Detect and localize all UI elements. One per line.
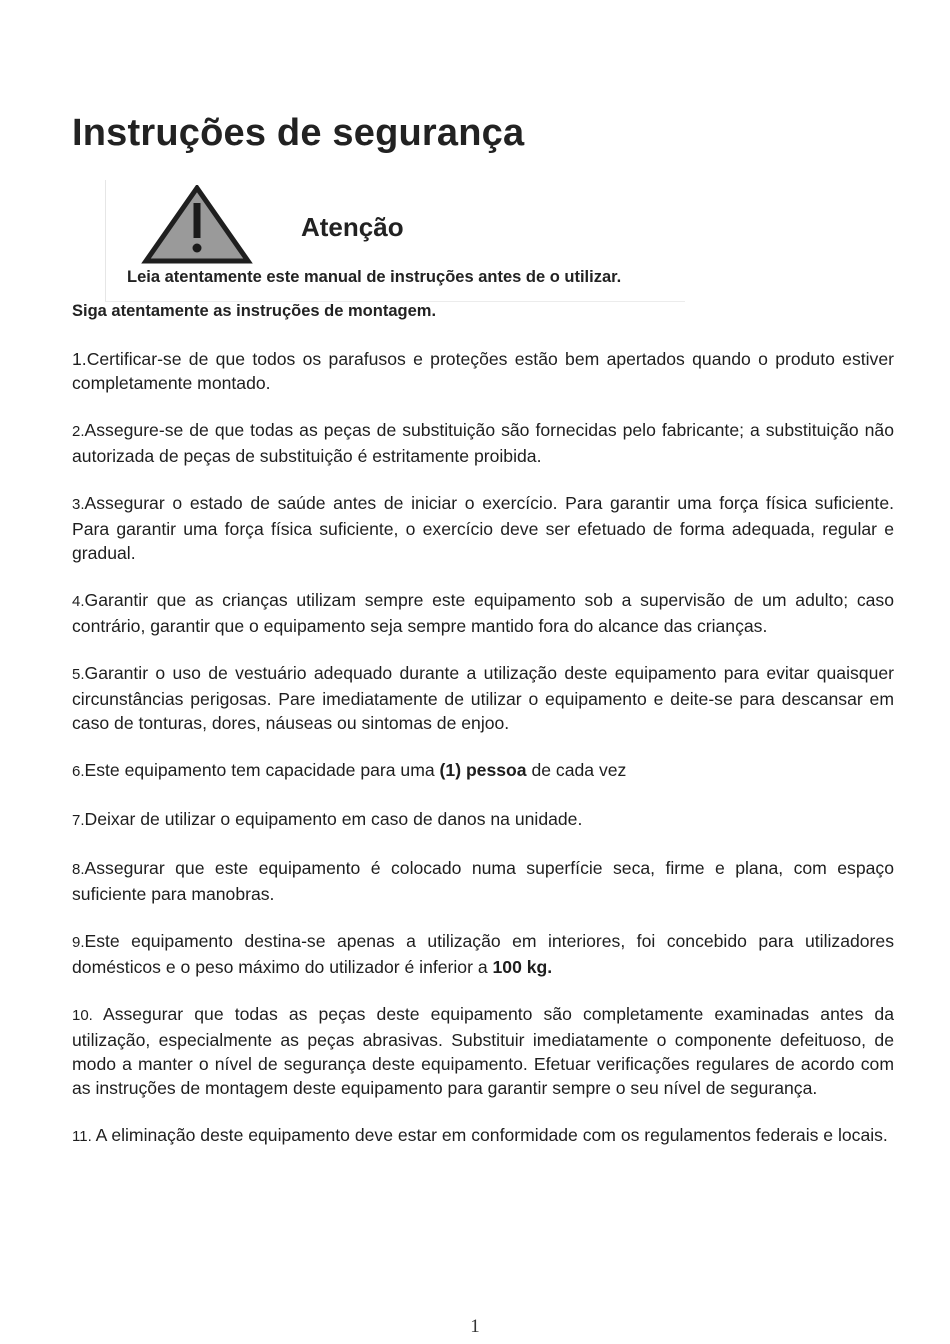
item-text: Este equipamento destina-se apenas a utilização em interiores, foi concebido para utilizadores domésticos e o peso máximo do utilizador é inferior a <box>72 931 894 977</box>
capacity-emphasis: (1) pessoa <box>439 760 527 780</box>
list-item <box>72 1123 894 1149</box>
page-number: 1 <box>470 1316 480 1337</box>
item-number: 10. <box>72 1007 93 1024</box>
read-manual-notice: Leia atentamente este manual de instruções antes de o utilizar. <box>127 268 622 286</box>
item-text: Este equipamento tem capacidade para uma <box>84 760 440 780</box>
assembly-instructions-note: Siga atentamente as instruções de montagem. <box>72 302 437 320</box>
list-item <box>72 1002 894 1100</box>
item-number: 8. <box>72 861 85 878</box>
list-item <box>72 929 894 979</box>
warning-triangle-icon <box>135 185 255 265</box>
item-text: Garantir o uso de vestuário adequado durante a utilização deste equipamento para evitar quaisquer circunstâncias perigosas. Pare imediatamente de utilizar o equipamento e deite-se para descansar em caso de tonturas, dores, náuseas ou sintomas de enjoo. <box>72 663 894 733</box>
max-weight-emphasis: 100 kg. <box>492 957 553 977</box>
item-number: 2. <box>72 423 85 440</box>
item-text: Certificar-se de que todos os parafusos e proteções estão bem apertados quando o produto estiver completamente montado. <box>72 349 894 393</box>
item-number: 11. <box>72 1128 92 1145</box>
item-number: 1. <box>72 349 87 369</box>
list-item <box>72 807 894 833</box>
item-number: 3. <box>72 496 85 513</box>
list-item <box>72 491 894 565</box>
list-item <box>72 856 894 906</box>
list-item <box>72 661 894 735</box>
item-number: 4. <box>72 593 85 610</box>
item-text: de cada vez <box>526 760 627 780</box>
item-number: 9. <box>72 934 85 951</box>
item-text: Assegurar que todas as peças deste equipamento são completamente examinadas antes da utilização, especialmente as peças abrasivas. Substituir imediatamente o componente defeituoso, de modo a manter o nível de segurança deste equipamento. Efetuar verificações regulares de acordo com as instruções de montagem deste equipamento para garantir sempre o seu nível de segurança. <box>72 1004 894 1098</box>
list-item <box>72 418 894 468</box>
item-text: Assegurar o estado de saúde antes de iniciar o exercício. Para garantir uma força física suficiente. Para garantir uma força física suficiente, o exercício deve ser efetuado de forma adequada, regular e gradual. <box>72 493 894 563</box>
item-text: Assegure-se de que todas as peças de substituição são fornecidas pelo fabricante; a substituição não autorizada de peças de substituição é estritamente proibida. <box>72 420 894 466</box>
warning-box <box>105 180 685 302</box>
item-text: Garantir que as crianças utilizam sempre este equipamento sob a supervisão de um adulto; caso contrário, garantir que o equipamento seja sempre mantido fora do alcance das crianças. <box>72 590 894 636</box>
item-text: Deixar de utilizar o equipamento em caso de danos na unidade. <box>84 809 583 829</box>
item-number: 5. <box>72 666 85 683</box>
item-number: 6. <box>72 763 85 780</box>
page-title: Instruções de segurança <box>72 112 525 154</box>
item-text: A eliminação deste equipamento deve estar em conformidade com os regulamentos federais e locais. <box>91 1125 888 1145</box>
safety-instructions-list <box>72 347 894 1172</box>
attention-heading: Atenção <box>301 212 404 242</box>
list-item <box>72 347 894 395</box>
item-number: 7. <box>72 812 85 829</box>
item-text: Assegurar que este equipamento é colocado numa superfície seca, firme e plana, com espaço suficiente para manobras. <box>72 858 894 904</box>
list-item <box>72 588 894 638</box>
list-item <box>72 758 894 784</box>
